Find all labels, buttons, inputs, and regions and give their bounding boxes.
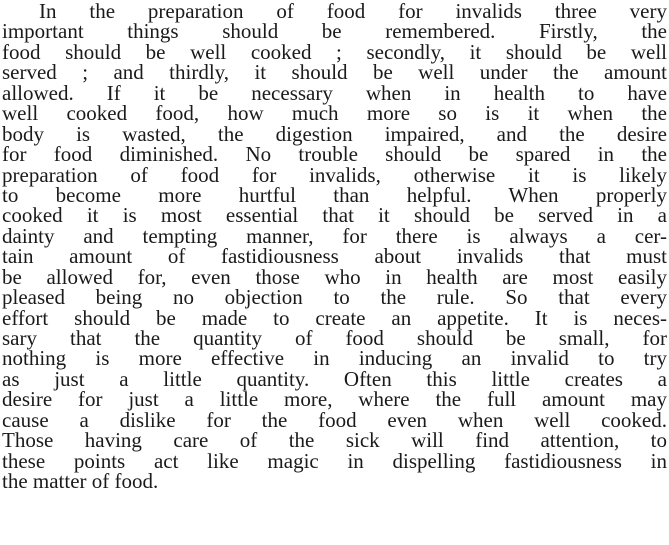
text-line-19: as just a little quantity. Often this little creates a (2, 366, 667, 391)
text-line-21: cause a dislike for the food even when well cooked. (2, 407, 667, 432)
text-line-11: cooked it is most essential that it should be served in a (2, 203, 667, 228)
text-line-6: well cooked food, how much more so is it when the (2, 101, 667, 126)
text-line-2: important things should be remembered. Firstly, the (2, 19, 667, 44)
text-line-16: effort should be made to create an appetite. It is neces- (2, 305, 667, 330)
text-line-4: served ; and thirdly, it should be well under the amount (2, 60, 667, 85)
text-line-15: pleased being no objection to the rule. So that every (2, 285, 667, 310)
text-line-5: allowed. If it be necessary when in health to have (2, 80, 667, 105)
article-paragraph (2, 1, 667, 492)
text-line-23: these points act like magic in dispelling fastidiousness in (2, 448, 667, 473)
text-line-14: be allowed for, even those who in health are most easily (2, 264, 667, 289)
text-line-3: food should be well cooked ; secondly, it should be well (2, 39, 667, 64)
text-line-18: nothing is more effective in inducing an invalid to try (2, 346, 667, 371)
text-line-7: body is wasted, the digestion impaired, and the desire (2, 121, 667, 146)
text-line-13: tain amount of fastidiousness about invalids that must (2, 244, 667, 269)
text-line-24: the matter of food. (2, 469, 159, 494)
text-line-8: for food diminished. No trouble should be spared in the (2, 142, 667, 167)
text-line-9: preparation of food for invalids, otherwise it is likely (2, 162, 667, 187)
text-line-20: desire for just a little more, where the full amount may (2, 387, 667, 412)
text-line-17: sary that the quantity of food should be small, for (2, 326, 667, 350)
text-line-22: Those having care of the sick will find attention, to (2, 428, 667, 453)
text-line-1: In the preparation of food for invalids three very (39, 0, 667, 23)
text-line-12: dainty and tempting manner, for there is always a cer- (2, 223, 667, 248)
text-line-10: to become more hurtful than helpful. When properly (2, 182, 667, 207)
